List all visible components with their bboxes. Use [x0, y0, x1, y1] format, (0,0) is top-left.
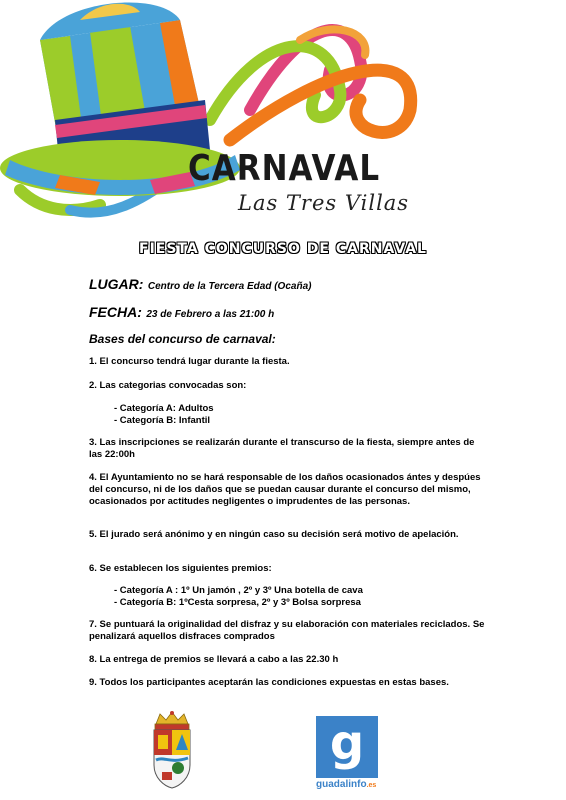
guadalinfo-glyph: g [329, 715, 365, 771]
rule-2: 2. Las categorias convocadas son: [89, 380, 247, 391]
carnival-hat-illustration [0, 0, 566, 225]
category-item: - Categoría B: Infantil [114, 415, 211, 426]
location-label: LUGAR: [89, 276, 144, 292]
guadalinfo-logo [316, 716, 378, 792]
coat-of-arms-icon [148, 710, 196, 790]
prize-item: - Categoría B: 1ºCesta sorpresa, 2º y 3º Bolsa sorpresa [114, 597, 361, 608]
date-line [89, 304, 274, 322]
carnival-subtitle: Las Tres Villas [238, 191, 410, 215]
guadalinfo-suffix: .es [366, 782, 377, 789]
guadalinfo-text: guadalinfo [316, 779, 367, 790]
location-value: Centro de la Tercera Edad (Ocaña) [147, 281, 312, 292]
carnival-title: CARNAVAL [188, 148, 381, 190]
location-line [89, 276, 311, 294]
guadalinfo-wordmark [316, 779, 378, 790]
rule-7: 7. Se puntuará la originalidad del disfraz y su elaboración con materiales reciclados. Se penalizará aquellos disfraces comprados [89, 619, 485, 642]
category-item: - Categoría A: Adultos [114, 403, 214, 414]
prize-item: - Categoría A : 1º Un jamón , 2º y 3º Una botella de cava [114, 585, 363, 596]
rule-5: 5. El jurado será anónimo y en ningún caso su decisión será motivo de apelación. [89, 529, 459, 540]
rule-6: 6. Se establecen los siguientes premios: [89, 563, 272, 574]
rule-1: 1. El concurso tendrá lugar durante la fiesta. [89, 356, 290, 367]
date-label: FECHA: [89, 304, 142, 320]
rule-9: 9. Todos los participantes aceptarán las condiciones expuestas en estas bases. [89, 677, 449, 688]
rule-4: 4. El Ayuntamiento no se hará responsable de los daños ocasionados ántes y despúes del concurso, ni de los daños que se puedan causar durante el concurso del mismo, ocasionados por actitudes negligentes o imprudentes de las personas. [89, 472, 481, 507]
date-value: 23 de Febrero a las 21:00 h [146, 309, 275, 320]
rule-8: 8. La entrega de premios se llevará a cabo a las 22.30 h [89, 654, 339, 665]
coat-of-arms-logo [148, 710, 196, 790]
rules-title: Bases del concurso de carnaval: [89, 332, 276, 346]
event-heading: FIESTA CONCURSO DE CARNAVAL [139, 241, 427, 257]
rule-3: 3. Las inscripciones se realizarán durante el transcurso de la fiesta, siempre antes de las 22:00h [89, 437, 475, 460]
